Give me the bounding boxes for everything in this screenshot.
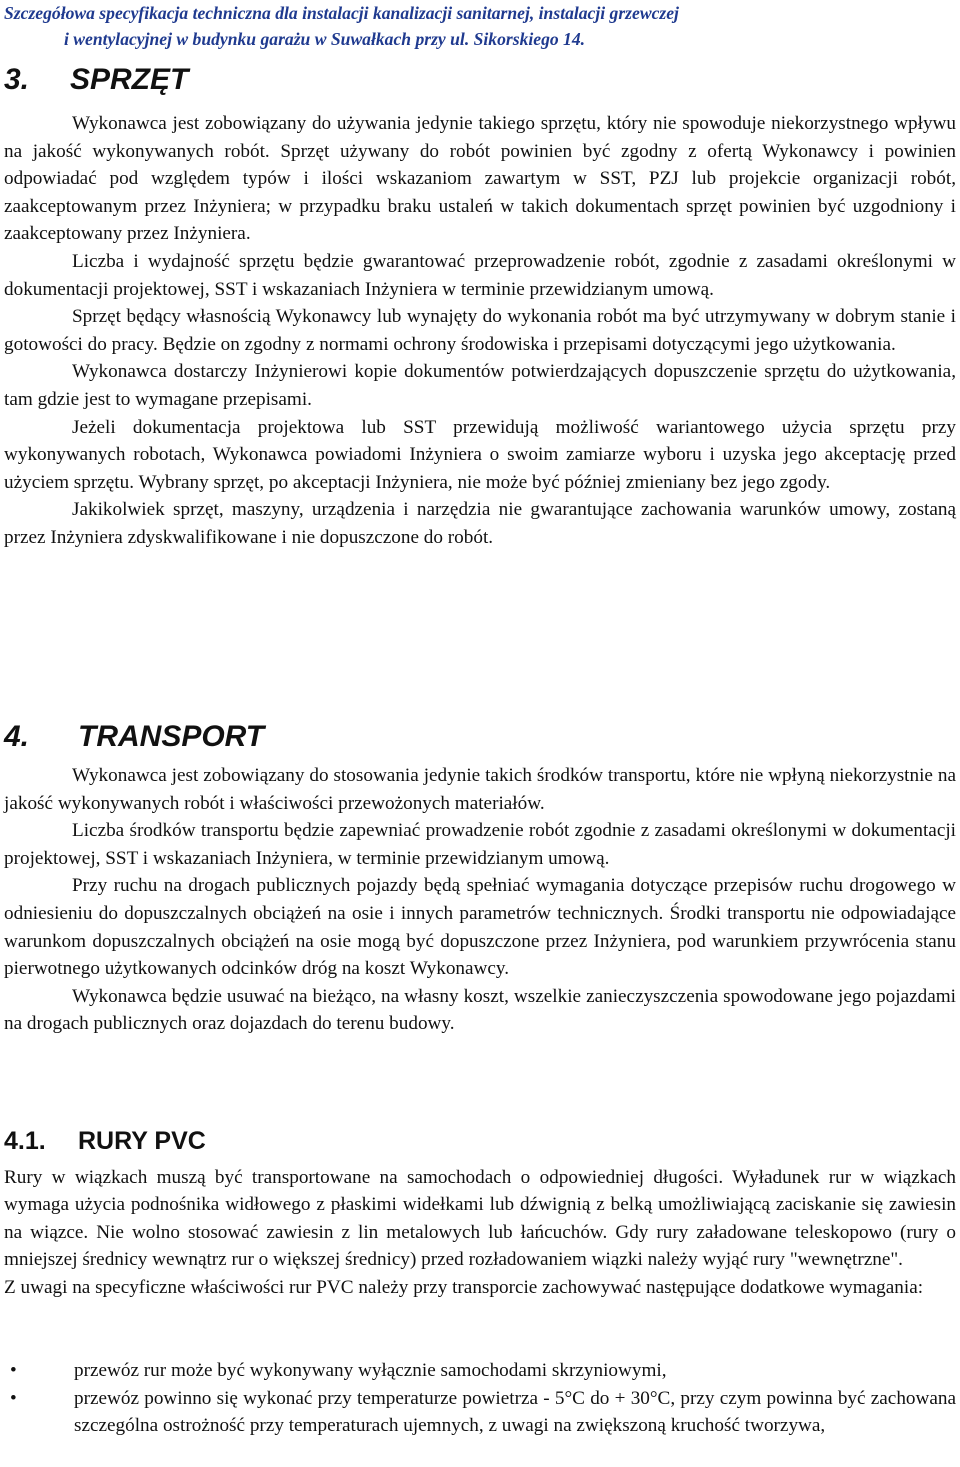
section-4-body — [4, 762, 956, 1038]
section-4-number: 4. — [4, 720, 30, 753]
section-4-paragraph-3: Przy ruchu na drogach publicznych pojazdy będą spełniać wymagania dotyczące przepisów ruchu drogowego w odniesieniu do dopuszczalnych obciążeń na osie i innych parametrów technicznych. Środki transportu nie odpowiadające warunkom dopuszczalnych obciążeń na osie mogą być dopuszczone przez Inżyniera, pod warunkiem przywrócenia stanu pierwotnego użytkowanych odcinków dróg na koszt Wykonawcy. — [4, 875, 956, 980]
section-4-heading — [4, 719, 264, 755]
header-line-1: Szczegółowa specyfikacja techniczna dla instalacji kanalizacji sanitarnej, instalacji grzewczej — [4, 3, 679, 23]
section-3-paragraph-2: Liczba i wydajność sprzętu będzie gwarantować przeprowadzenie robót, zgodnie z zasadami określonymi w dokumentacji projektowej, SST i wskazaniach Inżyniera w terminie przewidzianym umową. — [4, 250, 956, 300]
section-3-paragraph-6: Jakikolwiek sprzęt, maszyny, urządzenia i narzędzia nie gwarantujące zachowania warunków umowy, zostaną przez Inżyniera zdyskwalifikowane i nie dopuszczone do robót. — [4, 499, 956, 548]
section-3-paragraph-5: Jeżeli dokumentacja projektowa lub SST przewidują możliwość wariantowego użycia sprzętu przy wykonywanych robotach, Wykonawca powiadomi Inżyniera o swoim zamiarze wyboru i uzyska jego akceptację przed użyciem sprzętu. Wybrany sprzęt, po akceptacji Inżyniera, nie może być później zmieniany bez jego zgody. — [4, 416, 956, 493]
bullet-text-1: przewóz rur może być wykonywany wyłącznie samochodami skrzyniowymi, — [74, 1360, 667, 1381]
section-4-paragraph-2: Liczba środków transportu będzie zapewniać prowadzenie robót zgodnie z zasadami określonymi w dokumentacji projektowej, SST i wskazaniach Inżyniera, w terminie przewidzianym umową. — [4, 820, 956, 869]
section-4-1-paragraph-1: Rury w wiązkach muszą być transportowane na samochodach o odpowiedniej długości. Wyładunek rur w wiązkach wymaga użycia podnośnika widłowego z płaskimi widełkami lub dźwignią z belką umożliwiającą zaciskanie się zawiesin na wiązce. Nie wolno stosować zawiesin z lin metalowych lub łańcuchów. Gdy rury załadowane teleskopowo (rury o mniejszej średnicy wewnątrz rur o większej średnicy) przed rozładowaniem wiązki należy wyjąć rury "wewnętrzne". — [4, 1167, 956, 1271]
section-3-body — [4, 110, 956, 552]
list-item — [4, 1357, 956, 1385]
list-item — [4, 1385, 956, 1440]
bullet-icon: • — [10, 1360, 17, 1381]
section-4-1-body — [4, 1164, 956, 1301]
section-4-1-bullet-list — [4, 1357, 956, 1440]
bullet-icon: • — [10, 1387, 17, 1409]
section-4-paragraph-1: Wykonawca jest zobowiązany do stosowania jedynie takich środków transportu, które nie wpłyną niekorzystnie na jakość wykonywanych robót i właściwości przewożonych materiałów. — [4, 765, 956, 814]
section-3-paragraph-1: Wykonawca jest zobowiązany do używania jedynie takiego sprzętu, który nie spowoduje niekorzystnego wpływu na jakość wykonywanych robót. Sprzęt używany do robót powinien być zgodny z ofertą Wykonawcy i powinien odpowiadać pod względem typów i ilości wskazaniom zawartym w SST, PZJ lub projekcie organizacji robót, zaakceptowanym przez Inżyniera; w przypadku braku ustaleń w takich dokumentach sprzęt powinien być uzgodniony i zaakceptowany przez Inżyniera. — [4, 113, 956, 245]
section-3-title: SPRZĘT — [70, 63, 189, 96]
section-4-1-number: 4.1. — [4, 1127, 46, 1155]
section-4-title: TRANSPORT — [78, 720, 265, 753]
section-3-paragraph-4: Wykonawca dostarczy Inżynierowi kopie dokumentów potwierdzających dopuszczenie sprzętu do użytkowania, tam gdzie jest to wymagane przepisami. — [4, 361, 956, 410]
section-4-1-paragraph-2: Z uwagi na specyficzne właściwości rur PVC należy przy transporcie zachowywać następujące dodatkowe wymagania: — [4, 1276, 924, 1298]
document-header — [4, 0, 954, 52]
bullet-text-2: przewóz powinno się wykonać przy temperaturze powietrza - 5°C do + 30°C, przy czym powinna być zachowana szczególna ostrożność przy temperaturach ujemnych, z uwagi na zwiększoną kruchość tworzywa, — [74, 1387, 956, 1437]
section-3-number: 3. — [4, 63, 30, 96]
header-line-2: i wentylacyjnej w budynku garażu w Suwałkach przy ul. Sikorskiego 14. — [64, 29, 586, 49]
section-4-1-title: RURY PVC — [78, 1127, 206, 1155]
section-3-heading — [4, 62, 188, 98]
section-3-paragraph-3: Sprzęt będący własnością Wykonawcy lub wynajęty do wykonania robót ma być utrzymywany w dobrym stanie i gotowości do pracy. Będzie on zgodny z normami ochrony środowiska i przepisami dotyczącymi jego użytkowania. — [4, 306, 956, 355]
section-4-1-heading — [4, 1126, 206, 1156]
section-4-paragraph-4: Wykonawca będzie usuwać na bieżąco, na własny koszt, wszelkie zanieczyszczenia spowodowane jego pojazdami na drogach publicznych oraz dojazdach do terenu budowy. — [4, 985, 956, 1035]
